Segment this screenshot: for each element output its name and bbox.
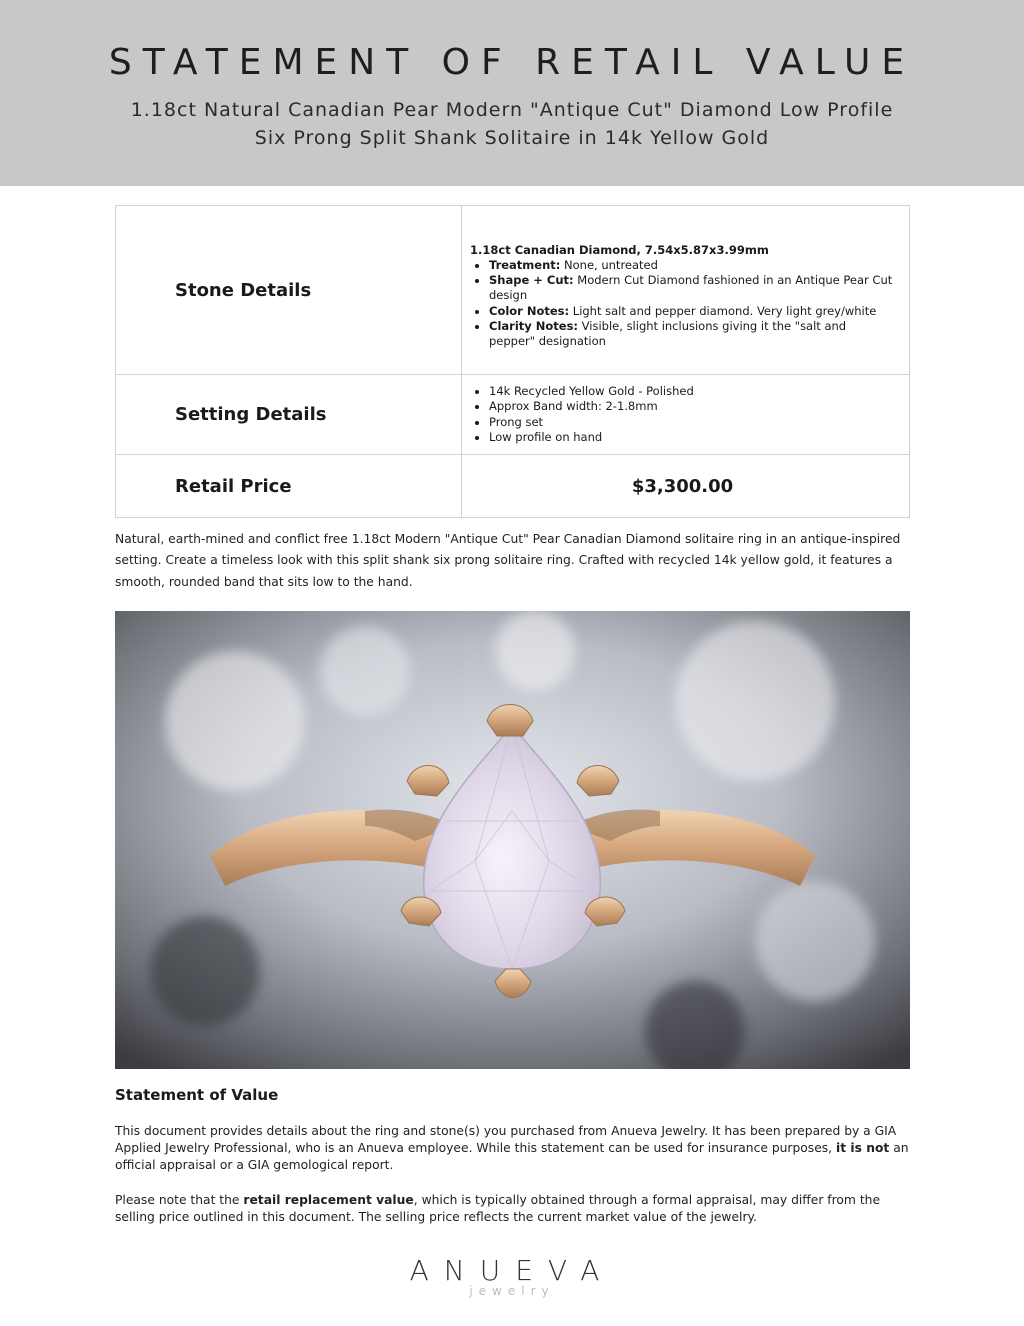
setting-details-list: [470, 384, 895, 445]
list-item: • Low profile on hand: [489, 430, 895, 445]
statement-paragraph-1: This document provides details about the ring and stone(s) you purchased from Anueva Jewelry. It has been prepared by a GIA Applied Jewelry Professional, who is an Anueva employee. While this statement can be used for insurance purposes, it is not an official appraisal or a GIA gemological report.: [115, 1124, 909, 1172]
header-banner: [0, 0, 1024, 186]
list-item: • Shape + Cut: Modern Cut Diamond fashioned in an Antique Pear Cut design: [489, 273, 895, 304]
anueva-logo: ANUEVA: [409, 1254, 615, 1287]
list-item: • Treatment: None, untreated: [489, 258, 895, 273]
statement-of-value-title: Statement of Value: [115, 1086, 279, 1104]
stone-details-value: [462, 206, 910, 375]
stone-heading: 1.18ct Canadian Diamond, 7.54x5.87x3.99mm: [470, 242, 769, 257]
list-item: • Prong set: [489, 415, 895, 430]
setting-details-value: [462, 375, 910, 455]
document-title: STATEMENT OF RETAIL VALUE: [108, 42, 916, 83]
product-description: Natural, earth-mined and conflict free 1.18ct Modern "Antique Cut" Pear Canadian Diamond solitaire ring in an antique-inspired setting. Create a timeless look with this split shank six prong solitaire ring. Crafted with recycled 14k yellow gold, it features a smooth, rounded band that sits low to the hand.: [115, 532, 901, 589]
stone-details-label: Stone Details: [175, 279, 312, 301]
list-item: • 14k Recycled Yellow Gold - Polished: [489, 384, 895, 399]
list-item: • Color Notes: Light salt and pepper diamond. Very light grey/white: [489, 304, 895, 319]
ring-photo: [115, 611, 910, 1069]
retail-price-value: $3,300.00: [462, 455, 910, 518]
setting-details-label: Setting Details: [175, 404, 327, 425]
statement-paragraph-2: Please note that the retail replacement value, which is typically obtained through a formal appraisal, may differ from the selling price outlined in this document. The selling price reflects the current market value of the jewelry.: [115, 1193, 881, 1224]
list-item: • Clarity Notes: Visible, slight inclusions giving it the "salt and pepper" designation: [489, 319, 895, 350]
anueva-logo-subtitle: jewelry: [469, 1284, 555, 1298]
retail-price-label: Retail Price: [175, 475, 292, 497]
stone-details-row: [116, 206, 910, 375]
ring-photo-illustration: [115, 611, 910, 1069]
stone-details-list: [470, 258, 895, 350]
retail-price-row: [116, 455, 910, 518]
list-item: • Approx Band width: 2-1.8mm: [489, 399, 895, 414]
setting-details-row: [116, 375, 910, 455]
document-subtitle: 1.18ct Natural Canadian Pear Modern "Antique Cut" Diamond Low Profile Six Prong Split Shank Solitaire in 14k Yellow Gold: [130, 99, 894, 149]
details-table: [115, 205, 910, 518]
